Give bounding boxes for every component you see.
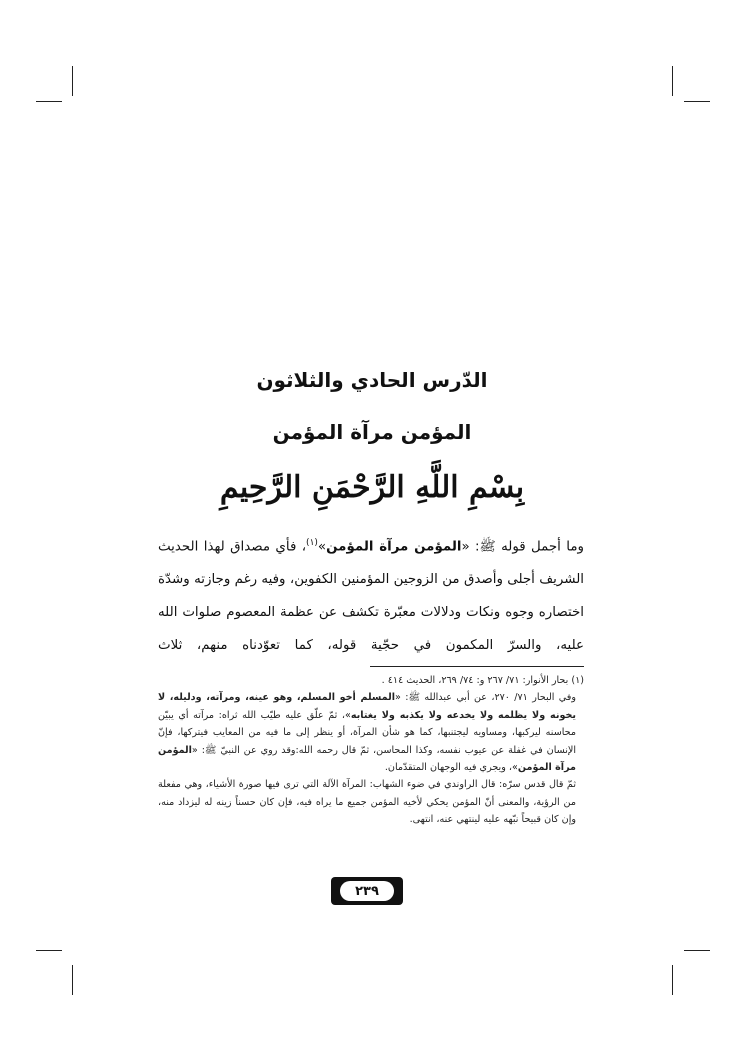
crop-mark: [672, 965, 673, 995]
crop-mark: [72, 965, 73, 995]
footnote-text: »، ثمّ علّق عليه طيّب الله ثراه: مرآته أي يبيّن محاسنه ليركبها، ومساويه ليجتنبها، كما هو شأن المرآة، أو ينظر إلى ما فيه من المعايب فيتركها، فإنّ الإنسان في غفلة عن عيوب نفسه، وكذا المحاسن، ثمّ قال رحمه الله:وقد روي عن النبيّ ﷺ: «: [158, 709, 576, 756]
footnote-text: وفي البحار ٧١/ ٢٧٠، عن أبي عبدالله ﷺ: «: [395, 692, 576, 704]
crop-mark: [684, 950, 710, 951]
crop-mark: [36, 950, 62, 951]
footnote-marker[interactable]: (١): [306, 538, 318, 548]
footnote-paragraph: ثمّ قال قدس سرّه: قال الراوندي في ضوء الشهاب: المرآة الآلة التي ترى فيها صورة الأشياء، وهي مفعلة من الرؤية، والمعنى أنّ المؤمن يحكي لأخيه المؤمن جميع ما يراه فيه، فإن كان حسناً زينه له ليزداد منه، وإن كان قبيحاً نبّهه عليه لينتهي عنه، انتهى.: [158, 779, 576, 826]
crop-mark: [672, 66, 673, 96]
footnote-hadith: المسلم أخو المسلم، وهو عينه، ومرآته، ودليله، لا يخونه ولا يظلمه ولا يخدعه ولا يكذبه ولا يغتابه: [158, 692, 577, 721]
footnote-separator: [370, 666, 584, 667]
footnote-paragraph: [158, 689, 584, 776]
main-text: [158, 527, 584, 662]
crop-mark: [36, 101, 62, 102]
crop-mark: [72, 66, 73, 96]
hadith-quote: المؤمن مرآة المؤمن: [326, 539, 462, 555]
page-number: ٢٣٩: [340, 881, 394, 901]
footnote-text: »، ويجري فيه الوجهان المتقدّمان.: [384, 762, 518, 774]
page-number-box: [331, 877, 403, 905]
lesson-title: الدّرس الحادي والثلاثون: [256, 368, 488, 392]
crop-mark: [684, 101, 710, 102]
footnotes: [158, 672, 584, 829]
basmala: بِسْمِ اللَّهِ الرَّحْمَنِ الرَّحِيمِ: [219, 470, 525, 505]
footnote-reference: (١) بحار الأنوار: ٧١/ ٢٦٧ و: ٧٤/ ٢٦٩، الحديث ٤١٤ .: [381, 675, 584, 686]
quote-close: »: [317, 539, 327, 555]
footnote-hadith: المؤمن مرآة المؤمن: [158, 744, 576, 774]
main-text-body: ، فأي مصداق لهذا الحديث الشريف أجلى وأصدق من الزوجين المؤمنين الكفوين، وفيه رغم وجازته وشدّة اختصاره وجوه ونكات ودلالات معبّرة تكشف عن عظمة المعصوم صلوات الله عليه، والسرّ المكمون في حجّية قوله، كما تعوّدناه منهم، ثلاث: [158, 539, 584, 654]
main-text-intro: وما أجمل قوله ﷺ: «: [461, 539, 584, 555]
lesson-subtitle: المؤمن مرآة المؤمن: [272, 420, 472, 444]
